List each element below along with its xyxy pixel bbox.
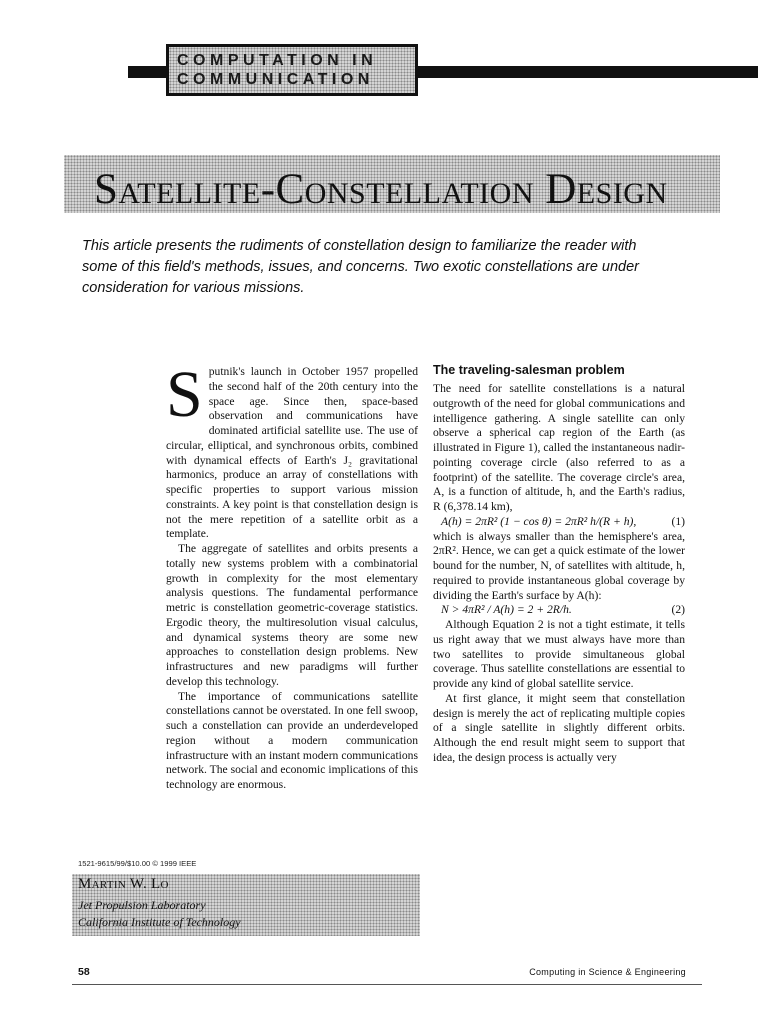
paragraph-1: [166, 358, 418, 542]
article-title: Satellite-Constellation Design: [94, 166, 668, 213]
abstract: This article presents the rudiments of constellation design to familiarize the reader with some of this field's methods, issues, and concerns. Two exotic constellations are under consideration for various missions.: [82, 238, 639, 296]
paragraph-5: which is always smaller than the hemisphere's area, 2πR². Hence, we can get a quick estimate of the lower bound for the number, N, of satellites with altitude, h, required to provide instantaneous global coverage by dividing the Earth's surface by A(h):: [433, 529, 685, 602]
section-label-box: [166, 44, 418, 96]
page-number: 58: [78, 966, 90, 978]
section-heading: The traveling-salesman problem: [433, 363, 625, 377]
equation-1: [433, 515, 685, 530]
drop-cap: S: [166, 358, 203, 431]
paragraph-4: The need for satellite constellations is a natural outgrowth of the need for global communications and intelligence gathering. A single satellite can only observe a spherical cap region of the Earth (as illustrated in Figure 1), called the instantaneous nadir-pointing coverage circle (also referred to as a footprint) of the satellite. The coverage circle's area, A, is a function of altitude, h, and the Earth's radius, R (6,378.14 km),: [433, 382, 685, 513]
equation-1-formula: A(h) = 2πR² (1 − cos θ) = 2πR² h/(R + h),: [441, 514, 637, 528]
author-affiliation-2: California Institute of Technology: [78, 915, 241, 929]
equation-2: [433, 603, 685, 618]
left-column: [166, 358, 418, 793]
author-affiliation-1: Jet Propulsion Laboratory: [78, 898, 206, 912]
section-label-line1: COMPUTATION IN: [177, 52, 378, 69]
paragraph-6: Although Equation 2 is not a tight estimate, it tells us right away that we must always have more than two satellites to provide simultaneous global coverage. Thus satellite constellations are essential to provide any kind of global satellite service.: [433, 618, 685, 690]
journal-name: Computing in Science & Engineering: [529, 967, 686, 977]
equation-1-number: (1): [671, 514, 685, 528]
right-column: [433, 363, 685, 766]
paragraph-7: At first glance, it might seem that constellation design is merely the act of replicating multiple copies of a single satellite in slightly different orbits. Although the end result might seem to support that idea, the design process is actually very: [433, 691, 685, 764]
footer-rule: [72, 984, 702, 985]
equation-2-number: (2): [671, 603, 685, 617]
paragraph-2: The aggregate of satellites and orbits presents a totally new systems problem with a combinatorial growth in complexity for the most elementary analysis questions. The fundamental performance metric is constellation geometric-coverage statistics. Ergodic theory, the multiresolution visual calculus, and dynamical systems theory are some new approaches to constellation design problems. New infrastructures and new paradigms will further develop this technology.: [166, 542, 418, 688]
equation-2-formula: N > 4πR² / A(h) = 2 + 2R/h.: [441, 603, 572, 617]
copyright-line: 1521-9615/99/$10.00 © 1999 IEEE: [78, 859, 197, 868]
author-name: Martin W. Lo: [78, 876, 169, 892]
section-label-line2: COMMUNICATION: [177, 71, 374, 88]
paragraph-3: The importance of communications satellite constellations cannot be overstated. In one fell swoop, such a constellation can provide an underdeveloped region without a modern communication infrastructure with an instant modern communications network. The social and economic implications of this technology are enormous.: [166, 689, 418, 791]
paragraph-1-text: putnik's launch in October 1957 propelled the second half of the 20th century into the space age. Since then, space-based observation and communications have dominated artificial satellite use. The use of circular, elliptical, and synchronous orbits, combined with dynamical effects of Earth's J₂ gravitational harmonics, produce an array of constellations with specific properties to support various mission constraints. A key point is that constellation design is not the mere repetition of a satellite orbit as a template.: [166, 365, 418, 541]
